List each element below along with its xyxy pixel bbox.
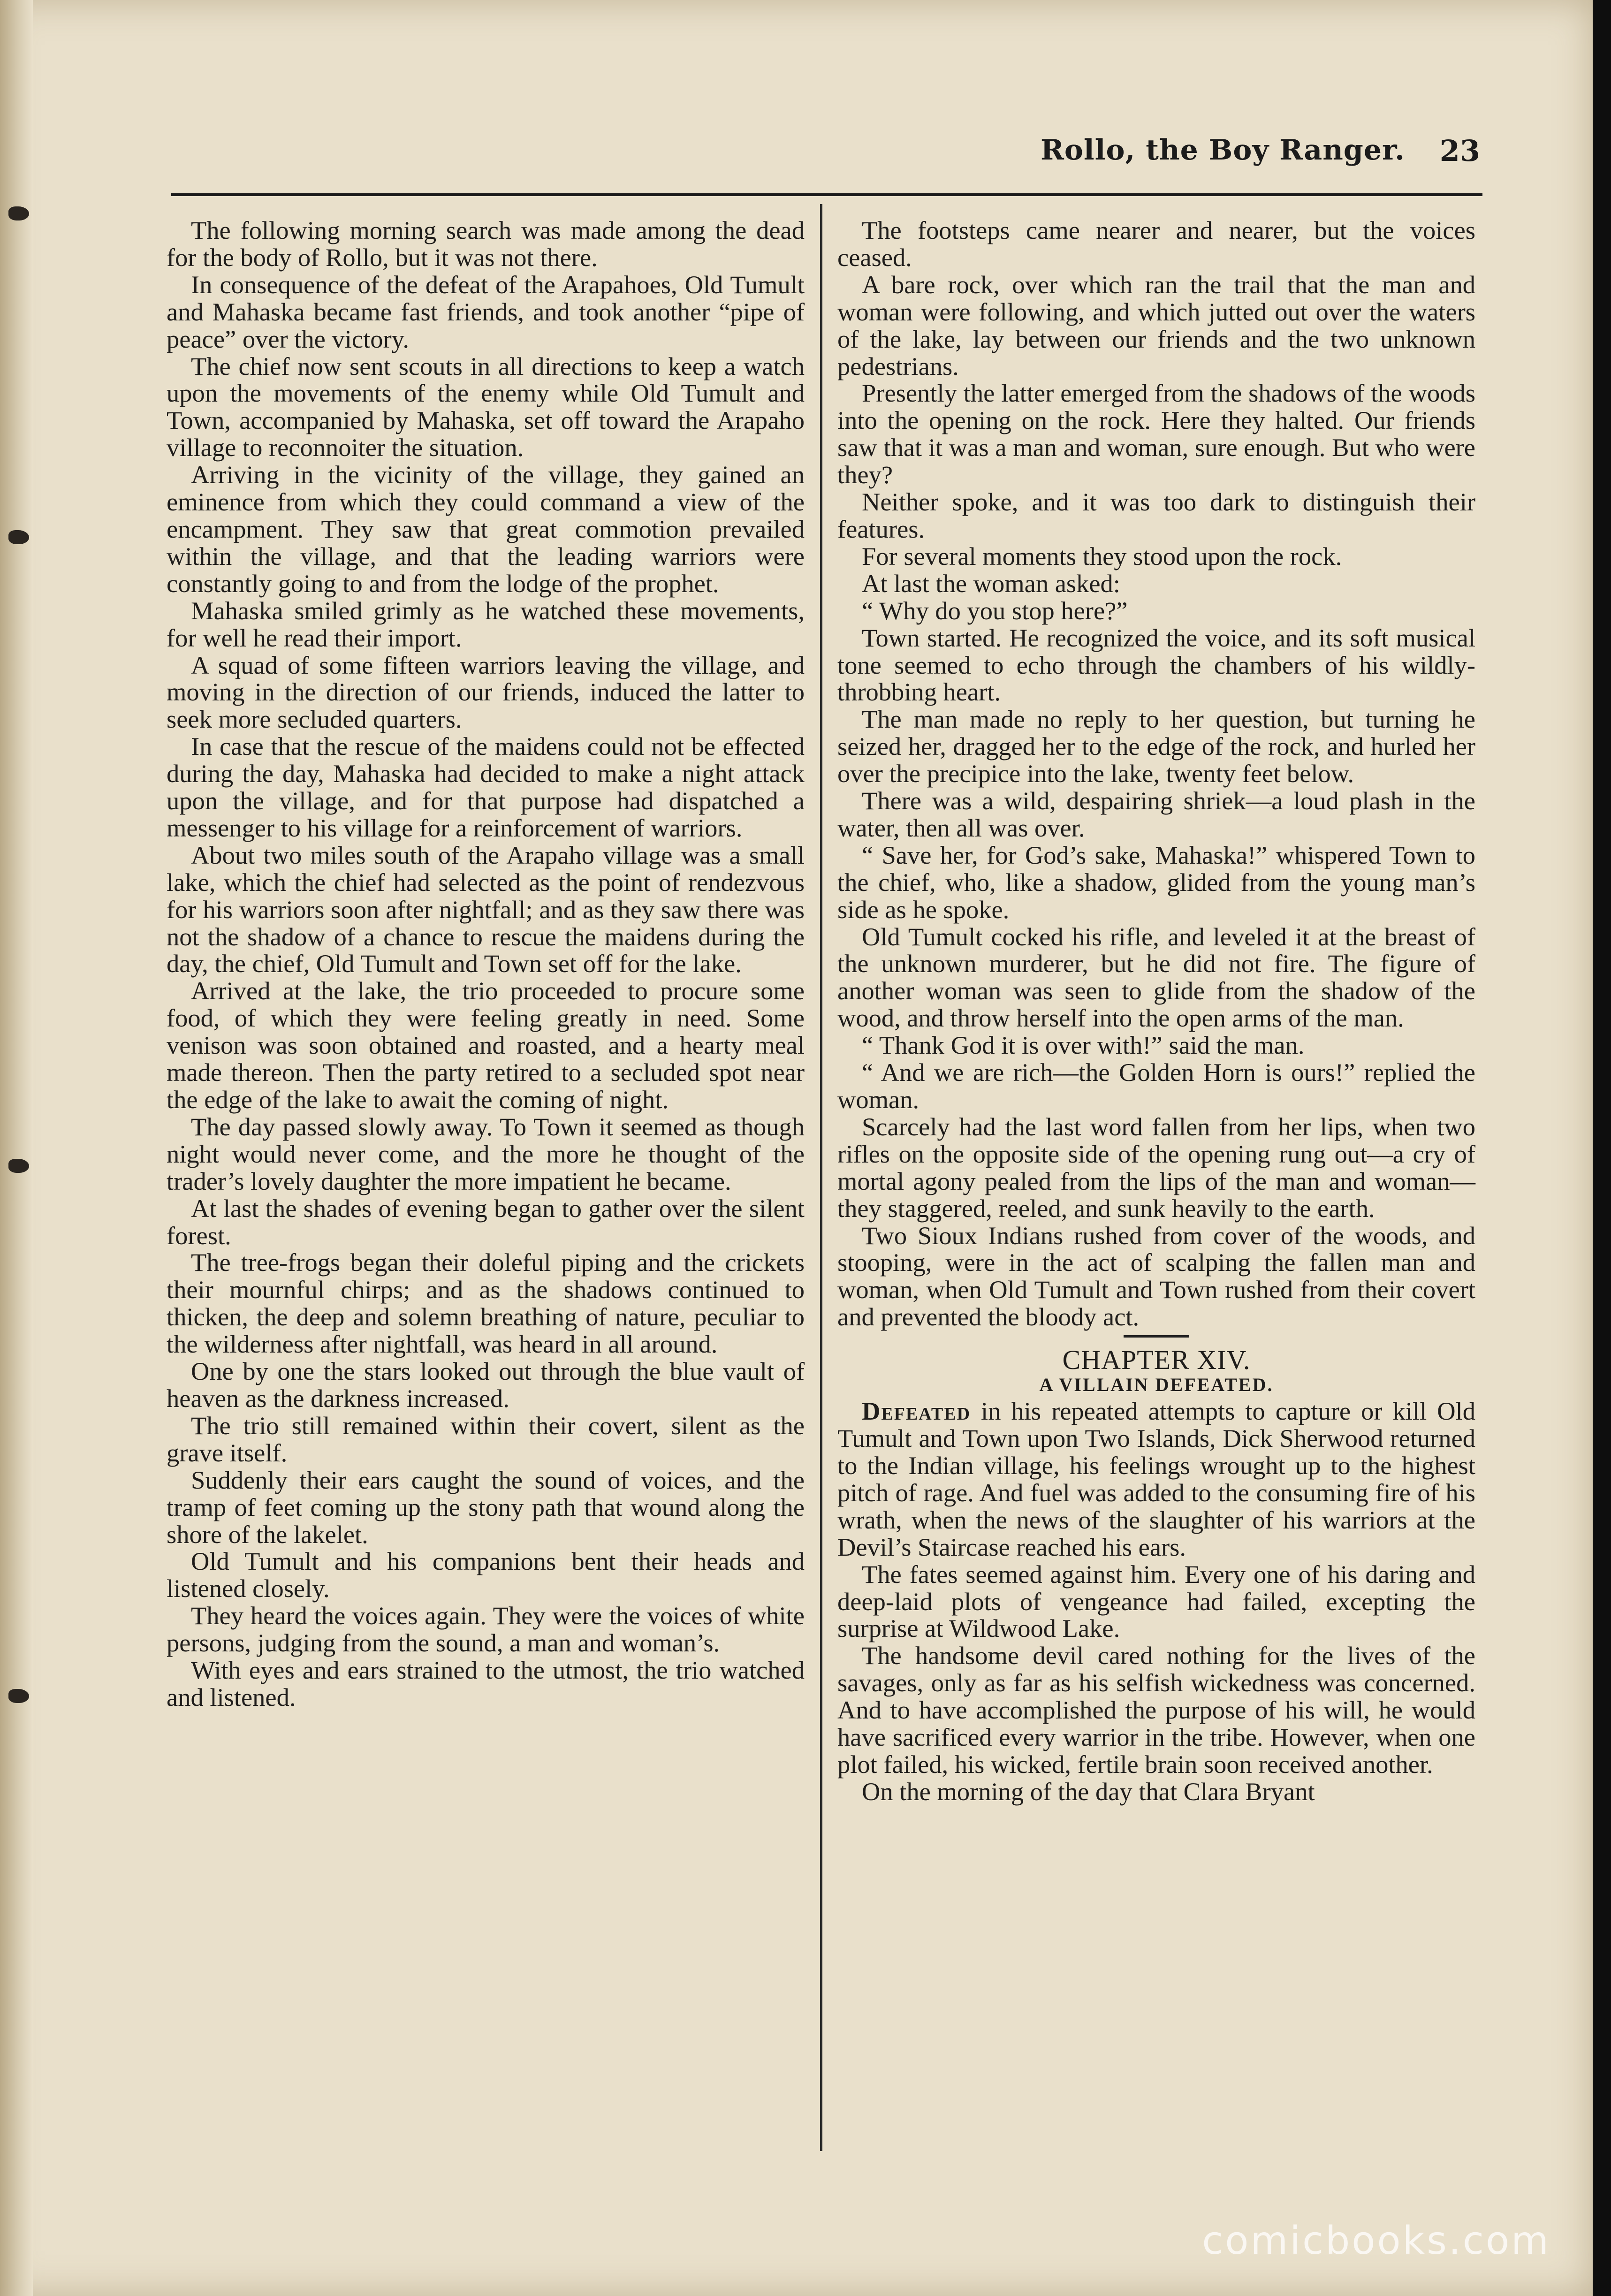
paragraph: In case that the rescue of the maidens could not be effected during the day, Mahaska had decided to make a night attack upon the village, and for that purpose had dispatched a messenger to his village for a reinforcement of warriors. <box>167 732 805 842</box>
paragraph: Presently the latter emerged from the shadows of the woods into the opening on the rock. Here they halted. Our friends saw that it was a man and woman, sure enough. But who were they? <box>837 379 1475 489</box>
paragraph: “ Thank God it is over with!” said the man. <box>862 1031 1305 1060</box>
paragraph: In consequence of the defeat of the Arapahoes, Old Tumult and Mahaska became fast friends, and took another “pipe of peace” over the victory. <box>167 270 805 353</box>
paragraph: On the morning of the day that Clara Bryant <box>862 1777 1315 1806</box>
chapter-heading <box>837 1335 1475 1396</box>
staple-mark <box>8 1689 29 1703</box>
chapter-rule <box>1124 1335 1189 1338</box>
paragraph: At last the woman asked: <box>862 569 1120 598</box>
paragraph: Two Sioux Indians rushed from cover of the woods, and stooping, were in the act of scalping the fallen man and woman, when Old Tumult and Town rushed from their covert and prevented the bloody act. <box>837 1221 1475 1331</box>
chapter-title: CHAPTER XIV. <box>1062 1345 1251 1376</box>
paragraph: “ And we are rich—the Golden Horn is ours!” replied the woman. <box>837 1058 1475 1114</box>
right-column-text <box>837 1561 1475 1805</box>
staple-mark <box>8 530 29 544</box>
paragraph: Arriving in the vicinity of the village, they gained an eminence from which they could command a view of the encampment. They saw that great commotion prevailed within the village, and that the leading warriors were constantly going to and from the lodge of the prophet. <box>167 460 805 598</box>
paragraph: The chief now sent scouts in all directions to keep a watch upon the movements of the enemy while Old Tumult and Town, accompanied by Mahaska, set off toward the Arapaho village to reconnoiter the situation. <box>167 351 805 462</box>
chapter-opening-text: in his repeated attempts to capture or kill Old Tumult and Town upon Two Islands, Dick Sherwood returned to the Indian village, his feelings wrought up to the highest pitch of rage. And fuel was added to the consuming fire of his wrath, when the news of the slaughter of his warriors at the Devil’s Staircase reached his ears. <box>837 1397 1475 1561</box>
paragraph: About two miles south of the Arapaho village was a small lake, which the chief had selected as the point of rendezvous for his warriors soon after nightfall; and as they saw there was not the shadow of a chance to rescue the maidens during the day, the chief, Old Tumult and Town set off for the lake. <box>167 840 805 978</box>
paragraph: The following morning search was made among the dead for the body of Rollo, but it was not there. <box>167 216 805 272</box>
right-column <box>837 217 1475 1805</box>
paragraph: For several moments they stood upon the rock. <box>862 541 1342 570</box>
paragraph: The man made no reply to her question, but turning he seized her, dragged her to the edge of the rock, and hurled her over the precipice into the lake, twenty feet below. <box>837 705 1475 788</box>
paragraph: Old Tumult cocked his rifle, and leveled it at the breast of the unknown murderer, but he did not fire. The figure of another woman was seen to glide from the shadow of the wood, and throw herself into the open arms of the man. <box>837 922 1475 1033</box>
staple-mark <box>8 206 29 220</box>
paragraph: Scarcely had the last word fallen from her lips, when two rifles on the opposite side of the opening rung out—a cry of mortal agony pealed from the lips of the man and woman—they staggered, reeled, and sunk heavily to the earth. <box>837 1112 1475 1223</box>
staple-mark <box>8 1159 29 1173</box>
header-rule <box>171 193 1482 196</box>
binding-spine <box>0 0 33 2296</box>
running-title: Rollo, the Boy Ranger. <box>1040 134 1405 167</box>
paragraph: Suddenly their ears caught the sound of voices, and the tramp of feet coming up the stony path that wound along the shore of the lakelet. <box>167 1465 805 1549</box>
paragraph: “ Save her, for God’s sake, Mahaska!” whispered Town to the chief, who, like a shadow, glided from the young man’s side as he spoke. <box>837 840 1475 924</box>
watermark-logo: comicbooks.com <box>1202 2219 1550 2263</box>
paragraph: The day passed slowly away. To Town it seemed as though night would never come, and the more he thought of the trader’s lovely daughter the more impatient he became. <box>167 1112 805 1195</box>
right-column-text <box>837 217 1475 1330</box>
chapter-lead-word: Defeated <box>862 1397 971 1426</box>
paragraph: Neither spoke, and it was too dark to distinguish their features. <box>837 487 1475 543</box>
left-column <box>167 217 805 1711</box>
paragraph: “ Why do you stop here?” <box>862 596 1128 625</box>
paragraph: With eyes and ears strained to the utmost, the trio watched and listened. <box>167 1656 805 1711</box>
paragraph: They heard the voices again. They were the voices of white persons, judging from the sound, a man and woman’s. <box>167 1601 805 1657</box>
paragraph: At last the shades of evening began to gather over the silent forest. <box>167 1194 805 1250</box>
chapter-subtitle: A VILLAIN DEFEATED. <box>1039 1374 1274 1396</box>
paragraph: The tree-frogs began their doleful piping and the crickets their mournful chirps; and as the shadows continued to thicken, the deep and solemn breathing of nature, peculiar to the wilderness after nightfall, was heard in all around. <box>167 1248 805 1359</box>
column-divider <box>820 204 822 2151</box>
paragraph: The footsteps came nearer and nearer, but the voices ceased. <box>837 216 1475 272</box>
paragraph: The trio still remained within their covert, silent as the grave itself. <box>167 1411 805 1467</box>
paragraph: One by one the stars looked out through the blue vault of heaven as the darkness increased. <box>167 1357 805 1413</box>
paragraph: The handsome devil cared nothing for the lives of the savages, only as far as his selfish wickedness was concerned. And to have accomplished the purpose of his will, he would have sacrificed every warrior in the tribe. However, when one plot failed, his wicked, fertile brain soon received another. <box>837 1641 1475 1779</box>
page-number: 23 <box>1439 134 1480 168</box>
paragraph: There was a wild, despairing shriek—a loud plash in the water, then all was over. <box>837 786 1475 842</box>
paragraph: A squad of some fifteen warriors leaving the village, and moving in the direction of our friends, induced the latter to seek more secluded quarters. <box>167 650 805 734</box>
page-header <box>0 134 1593 171</box>
paragraph: Town started. He recognized the voice, and its soft musical tone seemed to echo through the chambers of his wildly-throbbing heart. <box>837 623 1475 707</box>
paragraph: Arrived at the lake, the trio proceeded to procure some food, of which they were feeling greatly in need. Some venison was soon obtained and roasted, and a hearty meal made thereon. Then the party retired to a secluded spot near the edge of the lake to await the coming of night. <box>167 976 805 1114</box>
chapter-opening-paragraph <box>837 1398 1475 1560</box>
paragraph: A bare rock, over which ran the trail that the man and woman were following, and which jutted out over the waters of the lake, lay between our friends and the two unknown pedestrians. <box>837 270 1475 380</box>
paragraph: The fates seemed against him. Every one of his daring and deep-laid plots of vengeance had failed, excepting the surprise at Wildwood Lake. <box>837 1559 1475 1643</box>
paragraph: Old Tumult and his companions bent their heads and listened closely. <box>167 1547 805 1603</box>
paragraph: Mahaska smiled grimly as he watched these movements, for well he read their import. <box>167 596 805 652</box>
